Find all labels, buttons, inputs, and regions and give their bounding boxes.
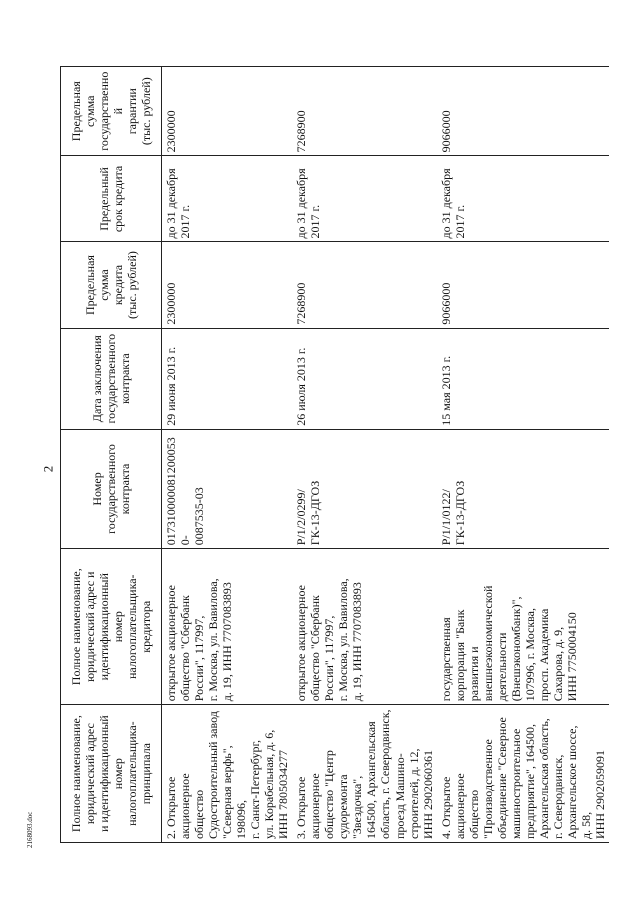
header-creditor: Полное наименование, юридический адрес и идентификационный номер налогоплательщика- кредитора	[61, 549, 162, 705]
guarantee-table	[60, 66, 609, 843]
page-number: 2	[40, 465, 56, 473]
cell-credit-term: до 31 декабря 2017 г.	[162, 156, 293, 242]
cell-principal: 2. Открытое акционерное общество Судостроительный завод "Северная верфь", 198096, г. Санкт-Петербург, ул. Корабельная, д. 6, ИНН 7805034277	[162, 705, 293, 843]
cell-principal: 3. Открытое акционерное общество "Центр судоремонта "Звездочка", 164500, Архангельская область, г. Северодвинск, проезд Машино- строителей, д. 12, ИНН 2902060361	[292, 705, 436, 843]
cell-credit-term: до 31 декабря 2017 г.	[292, 156, 436, 242]
table-row	[162, 67, 293, 843]
cell-credit-amount: 7268900	[292, 242, 436, 328]
cell-creditor: открытое акционерное общество "Сбербанк России", 117997, г. Москва, ул. Вавилова, д. 19, ИНН 7707083893	[162, 549, 293, 705]
cell-guarantee-amount: 7268900	[292, 67, 436, 156]
cell-contract-date: 15 мая 2013 г.	[437, 328, 609, 429]
header-contract-date: Дата заключения государственного контракта	[61, 328, 162, 429]
cell-creditor: государственная корпорация "Банк развития и внешнеэкономической деятельности (Внешэкономбанк)", 107996, г. Москва, просп. Академика Сахарова, д. 9, ИНН 7750004150	[437, 549, 609, 705]
cell-guarantee-amount: 2300000	[162, 67, 293, 156]
cell-contract-date: 29 июня 2013 г.	[162, 328, 293, 429]
cell-principal: 4. Открытое акционерное общество "Производственное объединение "Северное машиностроительное предприятие", 164500, Архангельская область, г. Северодвинск, Архангельское шоссе, д. 58, ИНН 2902059091	[437, 705, 609, 843]
cell-credit-amount: 9066000	[437, 242, 609, 328]
table-row	[292, 67, 436, 843]
cell-credit-amount: 2300000	[162, 242, 293, 328]
cell-creditor: открытое акционерное общество "Сбербанк России", 117997, г. Москва, ул. Вавилова, д. 19, ИНН 7707083893	[292, 549, 436, 705]
cell-contract-date: 26 июля 2013 г.	[292, 328, 436, 429]
footer-filename: 2168093.doc	[26, 811, 34, 848]
cell-contract-number: 0173100000812000530- 0087535-03	[162, 429, 293, 548]
cell-contract-number: Р/1/1/0122/ ГК-13-ДГОЗ	[437, 429, 609, 548]
table-row	[437, 67, 609, 843]
rotated-table-container	[60, 66, 624, 843]
header-contract-number: Номер государственного контракта	[61, 429, 162, 548]
header-principal: Полное наименование, юридический адрес и идентификационный номер налогоплательщика- принципала	[61, 705, 162, 843]
cell-credit-term: до 31 декабря 2017 г.	[437, 156, 609, 242]
header-guarantee-amount: Предельная сумма государственной гарантии (тыс. рублей)	[61, 67, 162, 156]
cell-guarantee-amount: 9066000	[437, 67, 609, 156]
header-credit-term: Предельный срок кредита	[61, 156, 162, 242]
table-header-row	[61, 67, 162, 843]
cell-contract-number: Р/1/2/0299/ ГК-13-ДГОЗ	[292, 429, 436, 548]
header-credit-amount: Предельная сумма кредита (тыс. рублей)	[61, 242, 162, 328]
